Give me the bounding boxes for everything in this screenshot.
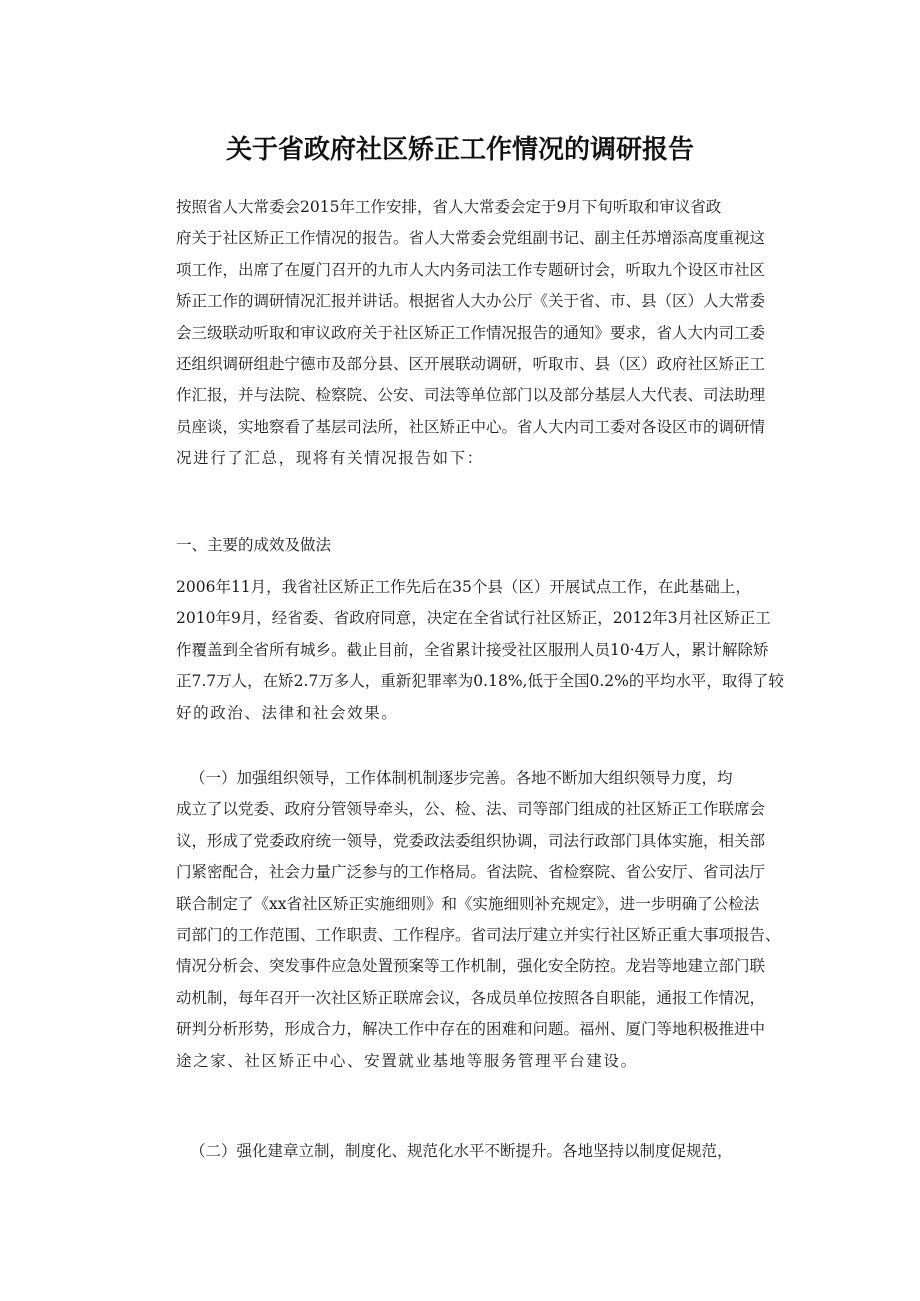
summary-line: 作覆盖到全省所有城乡。截止目前，全省累计接受社区服刑人员10·4万人，累计解除矫 (176, 640, 769, 659)
summary-line: 2010年9月，经省委、省政府同意，决定在全省试行社区矫正，2012年3月社区矫正工 (176, 609, 771, 628)
intro-line: 府关于社区矫正工作情况的报告。省人大常委会党组副书记、副主任苏增添高度重视这 (176, 229, 766, 248)
subsection-line: 情况分析会、突发事件应急处置预案等工作机制，强化安全防控。龙岩等地建立部门联 (176, 957, 766, 976)
summary-line: 好的政治、法律和社会效果。 (176, 703, 399, 722)
section-heading: 一、主要的成效及做法 (176, 536, 332, 554)
subsection-1-paragraph (176, 766, 790, 1080)
subsection-line: 成立了以党委、政府分管领导牵头，公、检、法、司等部门组成的社区矫正工作联席会 (176, 800, 766, 819)
subsection-line: （二）强化建章立制，制度化、规范化水平不断提升。各地坚持以制度促规范， (190, 1142, 733, 1160)
intro-line: 员座谈，实地察看了基层司法所，社区矫正中心。省人大内司工委对各设区市的调研情 (176, 417, 766, 436)
summary-paragraph (176, 575, 790, 732)
subsection-line: 门紧密配合，社会力量广泛参与的工作格局。省法院、省检察院、省公安厅、省司法厅 (176, 863, 766, 882)
intro-line: 会三级联动听取和审议政府关于社区矫正工作情况报告的通知》要求，省人大内司工委 (176, 323, 766, 342)
document-title: 关于省政府社区矫正工作情况的调研报告 (225, 135, 694, 165)
summary-line: 正7.7万人，在矫2.7万多人，重新犯罪率为0.18%,低于全国0.2%的平均水平，取得了较 (176, 672, 784, 691)
subsection-line: 途之家、社区矫正中心、安置就业基地等服务管理平台建设。 (176, 1051, 638, 1070)
intro-line: 项工作，出席了在厦门召开的九市人大内务司法工作专题研讨会，听取九个设区市社区 (176, 260, 766, 279)
subsection-line: 动机制，每年召开一次社区矫正联席会议，各成员单位按照各自职能，通报工作情况， (176, 988, 766, 1007)
subsection-2-paragraph (176, 1139, 790, 1170)
summary-line: 2006年11月，我省社区矫正工作先后在35个县（区）开展试点工作，在此基础上， (176, 578, 751, 596)
subsection-line: 研判分析形势，形成合力，解决工作中存在的困难和问题。福州、厦门等地积极推进中 (176, 1020, 766, 1039)
intro-paragraph (176, 195, 790, 478)
subsection-line: 司部门的工作范围、工作职责、工作程序。省司法厅建立并实行社区矫正重大事项报告、 (176, 925, 781, 944)
intro-line: 况进行了汇总，现将有关情况报告如下： (176, 449, 484, 468)
subsection-line: 议，形成了党委政府统一领导，党委政法委组织协调，司法行政部门具体实施，相关部 (176, 831, 766, 850)
intro-line: 矫正工作的调研情况汇报并讲话。根据省人大办公厅《关于省、市、县（区）人大常委 (176, 292, 766, 311)
intro-line: 还组织调研组赴宁德市及部分县、区开展联动调研，听取市、县（区）政府社区矫正工 (176, 354, 766, 373)
subsection-line: （一）加强组织领导，工作体制机制逐步完善。各地不断加大组织领导力度，均 (190, 769, 733, 787)
intro-line: 按照省人大常委会2015年工作安排，省人大常委会定于9月下旬听取和审议省政 (176, 198, 722, 216)
subsection-line: 联合制定了《xx省社区矫正实施细则》和《实施细则补充规定》，进一步明确了公检法 (176, 894, 760, 913)
intro-line: 作汇报，并与法院、检察院、公安、司法等单位部门以及部分基层人大代表、司法助理 (176, 386, 766, 405)
